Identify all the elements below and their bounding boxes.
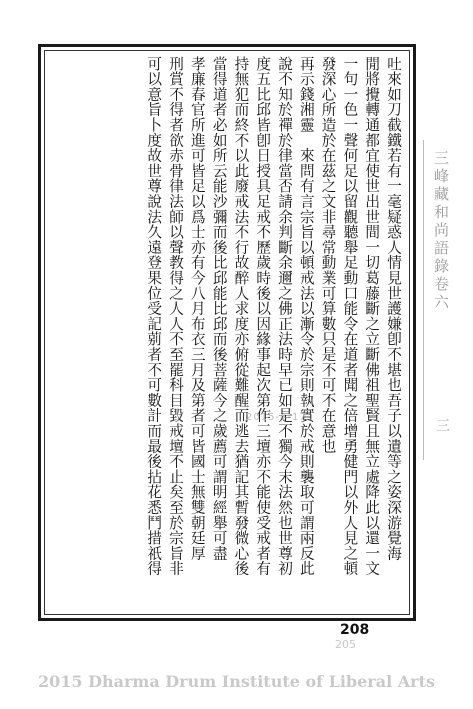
text-column: 可以意旨卜度故世尊說法久遠登果位受記莂者不可數計而最後拈花悉鬥措祇得 [145, 56, 163, 577]
text-column: 當得道者必如所云能沙彌而後比邱能比邱而後菩薩今之歲薦可謂明經舉可盡 [210, 56, 228, 561]
center-watermark: 2015-4-17 [246, 412, 307, 423]
faint-page-number: 205 [335, 638, 356, 651]
text-column: 再示錢湘靈 來問有言宗旨以頓戒法以漸令於宗則執實於戒則襲取可謂兩反此 [297, 56, 315, 577]
text-column: 持無犯而終不以此廢戒法不行故醉人求度亦俯從難醒而逃去猶記其暫發微心後 [232, 56, 250, 577]
text-column: 刑賞不得者欲赤骨律法師以聲教得之人人不至罷科目毀戒壇不止矣至於宗旨非 [167, 56, 185, 577]
text-column: 閒將攪轉通都宜使世出世間一切葛藤斷之立斷佛祖聖賢且無立處降此以還一文 [363, 56, 381, 577]
body-text [52, 56, 404, 610]
text-column: 度五比邱皆卽日授具足戒不歷歲時後以因緣事起次第作三壇亦不能使受戒者有 [254, 56, 272, 577]
footer-watermark: 2015 Dharma Drum Institute of Liberal Arts [38, 672, 435, 691]
margin-book-title: 三峰藏和尚語錄卷六 [432, 150, 450, 312]
margin-divider [423, 140, 424, 460]
text-column: 一句一色一聲何足以留觀聽舉足動口能令在道者聞之倍增勇健門以外人見之頓 [341, 56, 359, 577]
margin-folio-number: 三 [434, 418, 450, 432]
text-column: 發深心所造於在茲之文非尋常動業可算數只是不可不在意也 [319, 56, 337, 454]
text-column: 吐來如刀截鐵若有一毫疑惑人情見世護嫌卽不堪也吾子以遺等之姿深游覺海 [385, 56, 402, 561]
page-number: 208 [340, 622, 370, 638]
text-column: 孝廉春官所進可皆足以爲士亦有今八月布衣三月及第者可皆國士無雙朝廷厚 [188, 56, 206, 561]
text-column: 說不知於禪於律當否請余判斷余邇之佛正法時早已如是不獨今末法然也世尊初 [276, 56, 294, 577]
